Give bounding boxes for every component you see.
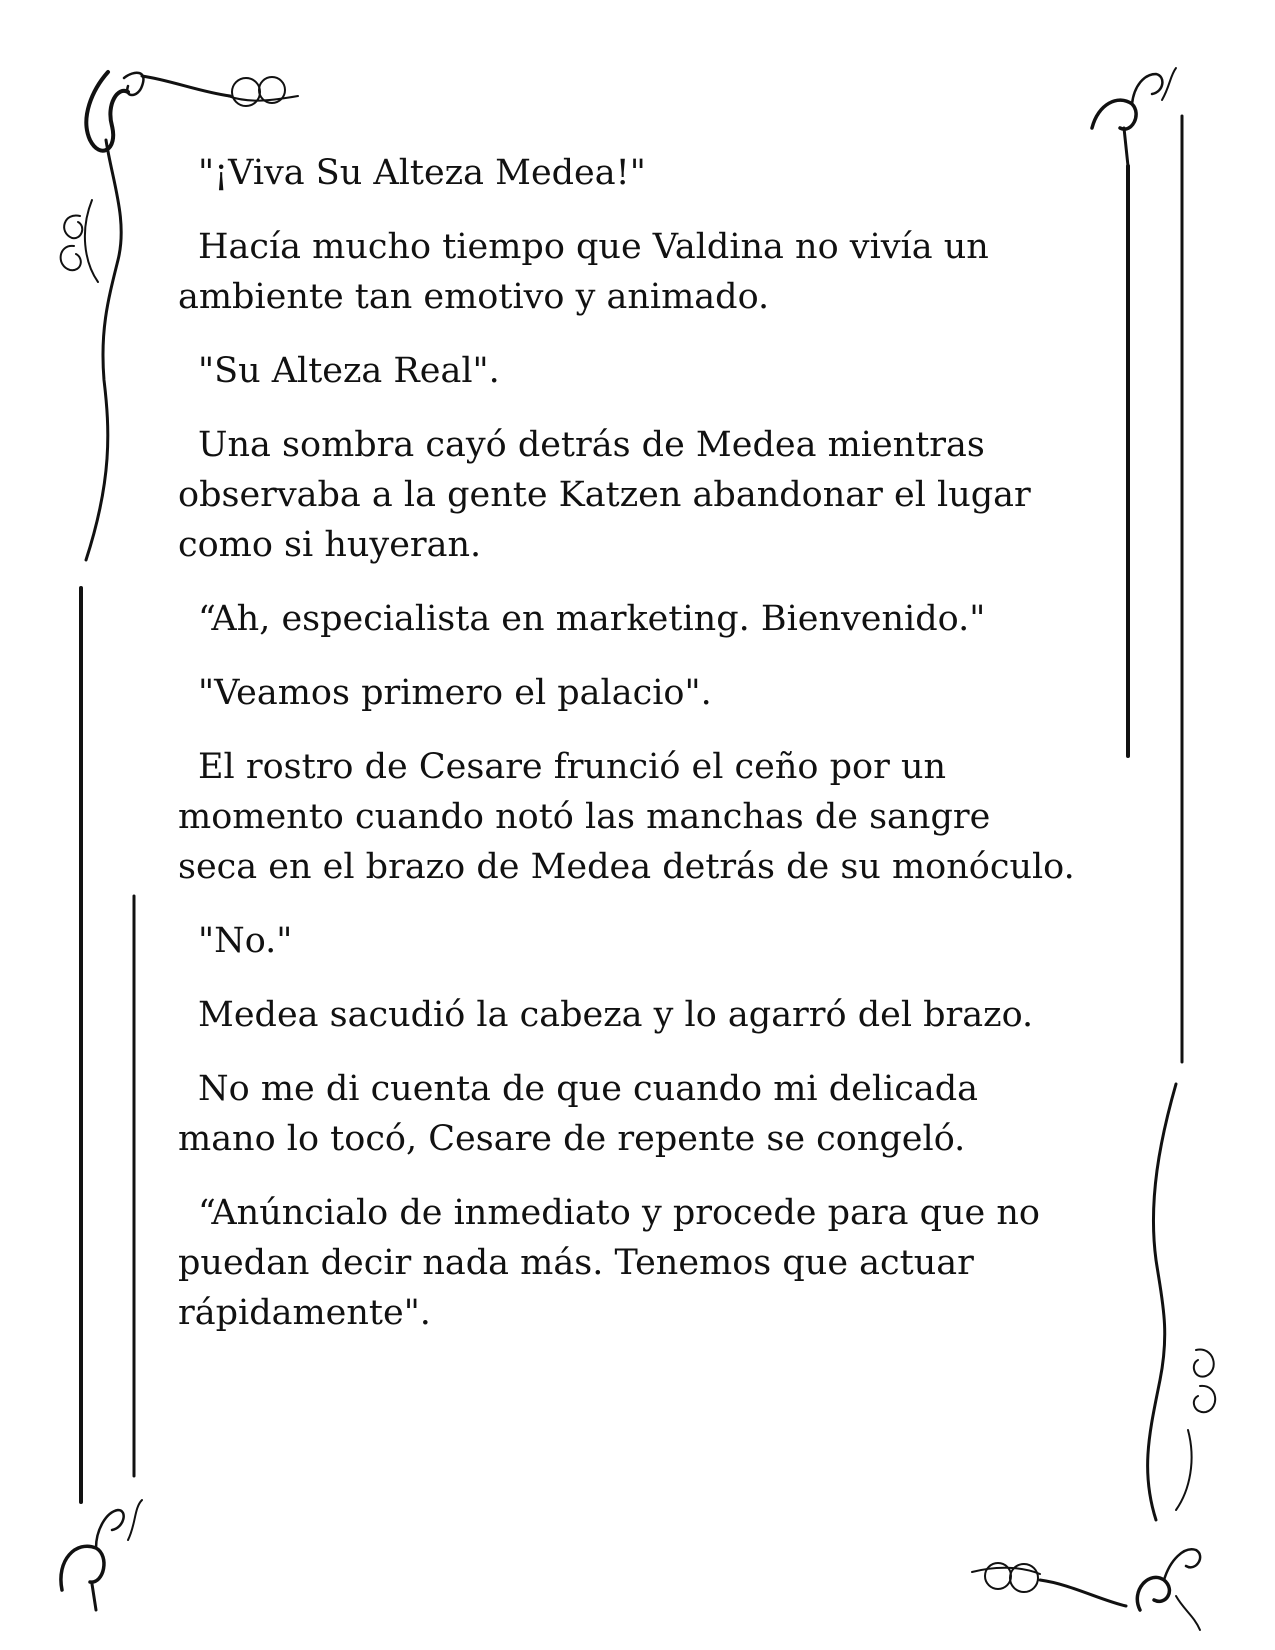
paragraph-1: "¡Viva Su Alteza Medea!" <box>198 153 646 193</box>
paragraph-4: Una sombra cayó detrás de Medea mientras observaba a la gente Katzen abandonar el lugar como si huyeran. <box>178 425 1031 565</box>
paragraph-10: No me di cuenta de que cuando mi delicada mano lo tocó, Cesare de repente se congeló. <box>178 1069 978 1159</box>
paragraph-7: El rostro de Cesare frunció el ceño por un momento cuando notó las manchas de sangre seca en el brazo de Medea detrás de su monóculo. <box>178 747 1075 887</box>
paragraph-2: Hacía mucho tiempo que Valdina no vivía un ambiente tan emotivo y animado. <box>178 227 989 317</box>
bottom-left-flourish <box>61 1500 142 1610</box>
paragraph-8: "No." <box>198 921 293 961</box>
top-right-flourish <box>1092 68 1176 166</box>
paragraph-6: "Veamos primero el palacio". <box>198 673 712 713</box>
paragraph-9: Medea sacudió la cabeza y lo agarró del brazo. <box>198 995 1034 1035</box>
story-text <box>178 148 1078 1362</box>
paragraph-11: “Anúncialo de inmediato y procede para que no puedan decir nada más. Tenemos que actuar rápidamente". <box>178 1193 1040 1333</box>
paragraph-3: "Su Alteza Real". <box>198 351 500 391</box>
paragraph-5: “Ah, especialista en marketing. Bienvenido." <box>198 599 986 639</box>
